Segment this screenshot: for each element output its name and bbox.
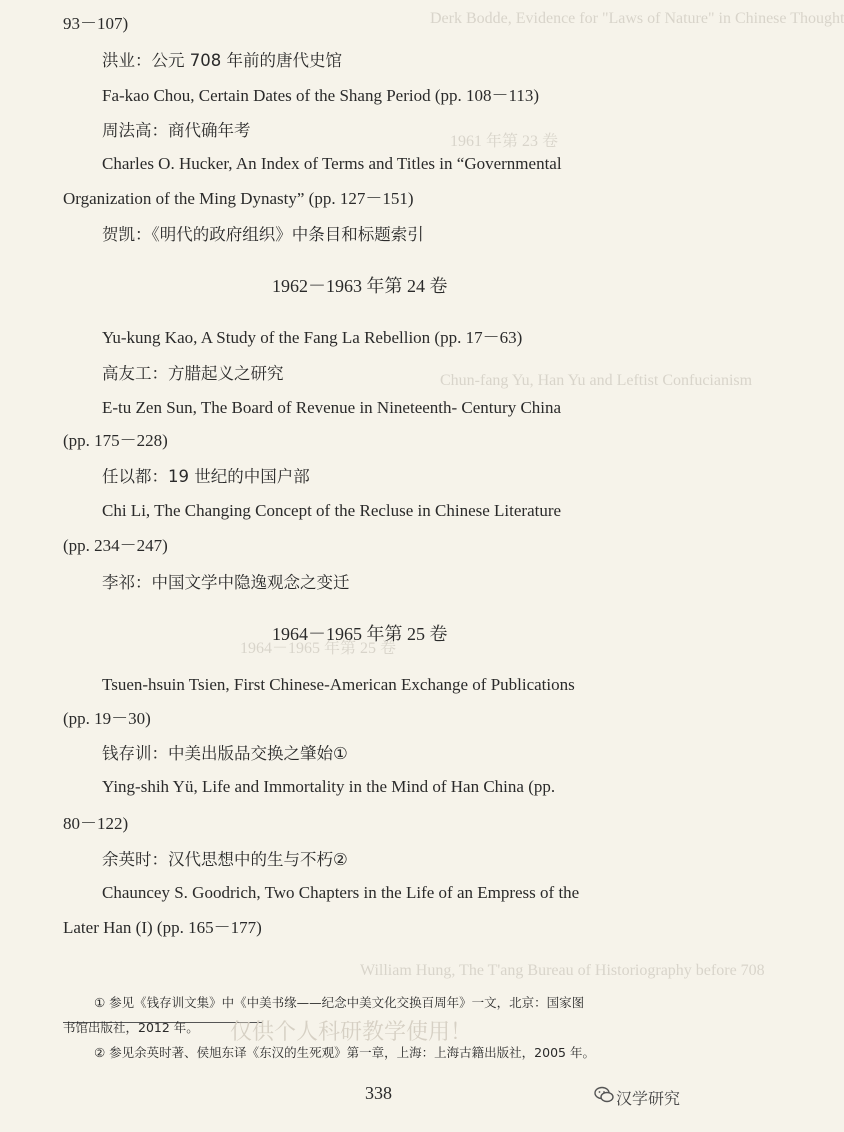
text-line: Chi Li, The Changing Concept of the Recluse in Chinese Literature: [102, 501, 562, 520]
text-line: Charles O. Hucker, An Index of Terms and Titles in “Governmental: [102, 154, 562, 173]
bleed-through-text: Derk Bodde, Evidence for "Laws of Nature" in Chinese Thought: [430, 10, 844, 27]
text-line: 93－107): [63, 14, 129, 33]
text-line: (pp. 234－247): [63, 536, 168, 555]
text-line-chinese: 高友工：方腊起义之研究: [102, 364, 284, 383]
text-line: Yu-kung Kao, A Study of the Fang La Rebellion (pp. 17－63): [102, 328, 523, 347]
text-line: Fa-kao Chou, Certain Dates of the Shang Period (pp. 108－113): [102, 86, 540, 105]
bleed-through-text: 1961 年第 23 卷: [450, 133, 559, 150]
text-line: Ying-shih Yü, Life and Immortality in the Mind of Han China (pp.: [102, 777, 556, 796]
footnote: ① 参见《钱存训文集》中《中美书缘——纪念中美文化交换百周年》一文，北京：国家图: [94, 995, 585, 1010]
bleed-through-text: 1964－1965 年第 25 卷: [240, 640, 397, 657]
text-line: Tsuen-hsuin Tsien, First Chinese-American Exchange of Publications: [102, 675, 575, 694]
footnote: ② 参见余英时著、侯旭东译《东汉的生死观》第一章，上海：上海古籍出版社，2005 年。: [94, 1045, 595, 1060]
text-line: (pp. 175－228): [63, 431, 168, 450]
text-line-chinese: 余英时：汉代思想中的生与不朽②: [102, 850, 348, 869]
text-line-chinese: 任以都：19 世纪的中国户部: [102, 467, 310, 486]
wechat-icon: [594, 1086, 614, 1104]
footnote: 书馆出版社，2012 年。: [63, 1020, 199, 1035]
bleed-through-text: William Hung, The T'ang Bureau of Historiography before 708: [360, 962, 765, 979]
text-line-chinese: 周法高：商代确年考: [102, 121, 251, 140]
text-line: E-tu Zen Sun, The Board of Revenue in Nineteenth- Century China: [102, 398, 562, 417]
text-line: (pp. 19－30): [63, 709, 151, 728]
text-line-chinese: 贺凯：《明代的政府组织》中条目和标题索引: [102, 225, 424, 244]
text-line: 80－122): [63, 814, 129, 833]
text-line-chinese: 洪业：公元 708 年前的唐代史馆: [102, 51, 342, 70]
text-line-chinese: 李祁：中国文学中隐逸观念之变迁: [102, 573, 350, 592]
volume-heading: 1962－1963 年第 24 卷: [272, 276, 448, 296]
brand-label: 汉学研究: [616, 1089, 681, 1108]
text-line-chinese: 钱存训：中美出版品交换之肇始①: [102, 744, 348, 763]
watermark: 仅供个人科研教学使用！: [230, 1020, 473, 1045]
text-line: Chauncey S. Goodrich, Two Chapters in the Life of an Empress of the: [102, 883, 580, 902]
text-line: Organization of the Ming Dynasty” (pp. 127－151): [63, 189, 414, 208]
text-line: Later Han (I) (pp. 165－177): [63, 918, 262, 937]
page-number: 338: [365, 1083, 392, 1103]
bleed-through-text: Chun-fang Yu, Han Yu and Leftist Confucianism: [440, 372, 753, 389]
volume-heading: 1964－1965 年第 25 卷: [272, 624, 448, 644]
